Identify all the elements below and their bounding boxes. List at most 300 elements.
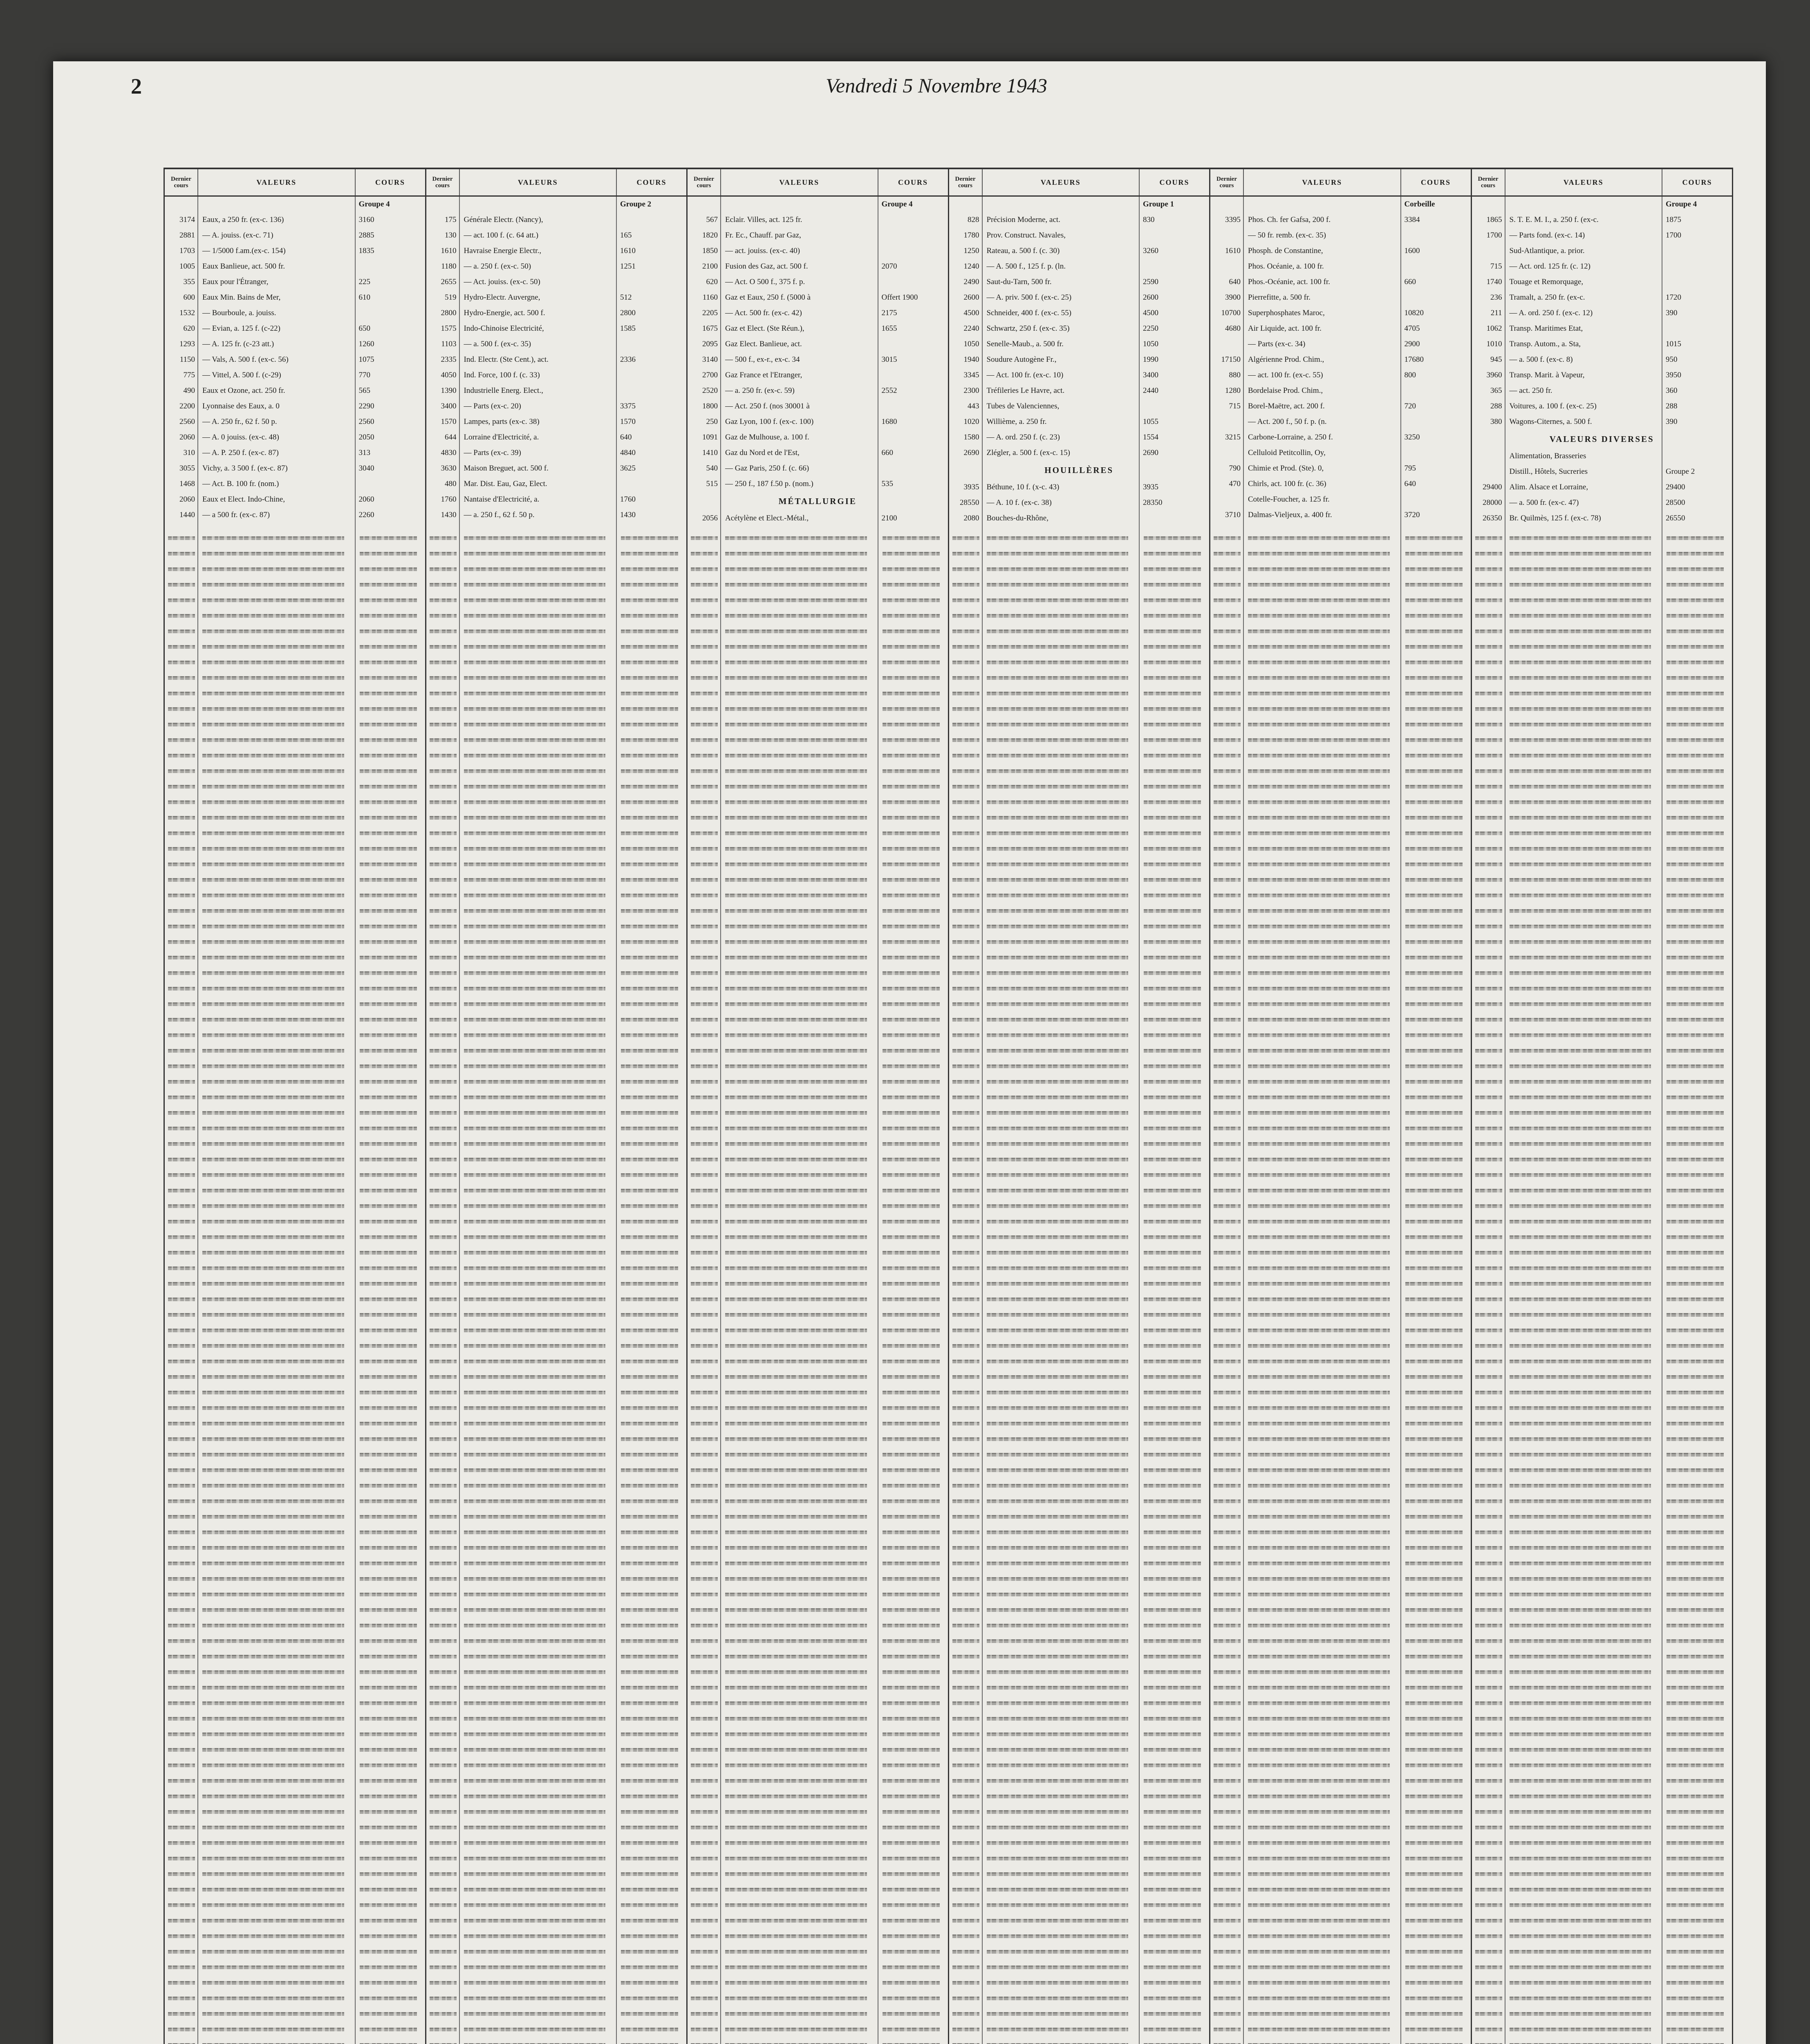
security-row bbox=[426, 399, 687, 414]
security-name: Eaux et Ozone, act. 250 fr. bbox=[202, 386, 285, 395]
security-row bbox=[426, 414, 687, 430]
security-row bbox=[688, 228, 948, 243]
security-name: Lyonnaise des Eaux, a. 0 bbox=[202, 402, 280, 410]
security-name: Précision Moderne, act. bbox=[986, 215, 1060, 224]
last-price: 28000 bbox=[1483, 498, 1502, 507]
text-lines bbox=[883, 531, 940, 2044]
last-price: 1390 bbox=[441, 386, 457, 395]
current-price: 1600 bbox=[1404, 247, 1420, 255]
security-row bbox=[165, 212, 425, 228]
security-name: Indo-Chinoise Electricité, bbox=[464, 324, 544, 333]
last-price: 3960 bbox=[1486, 371, 1502, 379]
security-row bbox=[949, 321, 1210, 336]
text-lines bbox=[1475, 531, 1502, 2044]
current-price: 28350 bbox=[1143, 498, 1163, 507]
last-price: 880 bbox=[1229, 371, 1241, 379]
security-row bbox=[165, 461, 425, 476]
text-lines bbox=[1667, 531, 1724, 2044]
page-date: Vendredi 5 Novembre 1943 bbox=[826, 74, 1048, 97]
last-price: 2700 bbox=[702, 371, 718, 379]
last-price: 600 bbox=[183, 293, 195, 302]
group-label: Groupe 4 bbox=[358, 200, 390, 208]
security-name: — Act. ord. 125 fr. (c. 12) bbox=[1509, 262, 1590, 271]
current-price: 2260 bbox=[358, 511, 374, 519]
current-price: 1554 bbox=[1143, 433, 1158, 442]
security-name: Générale Electr. (Nancy), bbox=[464, 215, 543, 224]
security-name: Rateau, a. 500 f. (c. 30) bbox=[986, 247, 1060, 255]
continued-listings bbox=[688, 531, 948, 2044]
security-name: — Act. jouiss. (ex-c. 50) bbox=[464, 278, 540, 286]
text-lines-mask bbox=[1667, 531, 1724, 2044]
current-price: Groupe 2 bbox=[1666, 467, 1695, 476]
current-price: 2290 bbox=[358, 402, 374, 410]
last-price: 1410 bbox=[702, 448, 718, 457]
security-row bbox=[165, 383, 425, 399]
security-row bbox=[1472, 290, 1732, 305]
last-price: 310 bbox=[183, 448, 195, 457]
header-cours: COURS bbox=[898, 178, 928, 186]
security-name: Touage et Remorquage, bbox=[1509, 278, 1584, 286]
last-price: 211 bbox=[1490, 309, 1502, 317]
security-row bbox=[949, 430, 1210, 445]
current-price bbox=[1140, 511, 1209, 526]
last-price bbox=[1210, 228, 1243, 243]
current-price: 3015 bbox=[881, 355, 897, 364]
text-lines-mask bbox=[987, 531, 1129, 2044]
security-row bbox=[426, 476, 687, 492]
last-price: 3710 bbox=[1225, 511, 1241, 519]
text-lines bbox=[168, 531, 195, 2044]
security-name: — Act. 500 fr. (ex-c. 42) bbox=[725, 309, 802, 317]
text-lines bbox=[725, 531, 867, 2044]
security-name: Eclair. Villes, act. 125 fr. bbox=[725, 215, 802, 224]
current-price: 3160 bbox=[358, 215, 374, 224]
last-price: 1575 bbox=[441, 324, 457, 333]
header-cours: COURS bbox=[636, 178, 667, 186]
current-price: 26550 bbox=[1666, 514, 1685, 522]
header-values: VALEURS bbox=[1505, 169, 1663, 195]
security-row bbox=[1472, 352, 1732, 368]
last-price: 17150 bbox=[1221, 355, 1241, 364]
current-price: 1720 bbox=[1666, 293, 1681, 302]
security-row bbox=[949, 228, 1210, 243]
security-row bbox=[1472, 414, 1732, 430]
security-row bbox=[688, 445, 948, 461]
current-price bbox=[356, 259, 425, 274]
last-price: 365 bbox=[1490, 386, 1502, 395]
security-row bbox=[688, 430, 948, 445]
current-price bbox=[617, 274, 686, 290]
security-row bbox=[1472, 243, 1732, 259]
security-name: Havraise Energie Electr., bbox=[464, 247, 542, 255]
security-name: Cotelle-Foucher, a. 125 fr. bbox=[1248, 495, 1330, 504]
last-price bbox=[1472, 243, 1505, 259]
security-row bbox=[165, 492, 425, 507]
header-last-price: Dernier cours bbox=[949, 169, 983, 195]
security-row bbox=[1472, 228, 1732, 243]
last-price: 1760 bbox=[441, 495, 457, 504]
current-price: 2900 bbox=[1404, 340, 1420, 348]
last-price: 3215 bbox=[1225, 433, 1241, 442]
security-row bbox=[1210, 414, 1471, 430]
current-price: 1251 bbox=[620, 262, 636, 271]
security-name: S. T. E. M. I., a. 250 f. (ex-c. bbox=[1509, 215, 1599, 224]
column-header bbox=[688, 169, 948, 197]
security-row bbox=[949, 495, 1210, 511]
last-price: 1570 bbox=[441, 417, 457, 426]
group-label-row bbox=[1210, 197, 1471, 212]
last-price: 10700 bbox=[1221, 309, 1241, 317]
security-name: Nantaise d'Electricité, a. bbox=[464, 495, 540, 504]
last-price: 355 bbox=[183, 278, 195, 286]
column-header bbox=[426, 169, 687, 197]
last-price: 620 bbox=[706, 278, 718, 286]
text-lines-mask bbox=[1405, 531, 1463, 2044]
current-price bbox=[1401, 383, 1471, 399]
security-name: Eaux et Elect. Indo-Chine, bbox=[202, 495, 285, 504]
last-price: 1440 bbox=[179, 511, 195, 519]
security-name: — A. jouiss. (ex-c. 71) bbox=[202, 231, 273, 240]
text-lines-mask bbox=[952, 531, 979, 2044]
security-row bbox=[1210, 430, 1471, 445]
last-price: 2335 bbox=[441, 355, 457, 364]
column-body bbox=[949, 197, 1210, 2044]
last-price: 515 bbox=[706, 480, 718, 488]
security-name: Bouches-du-Rhône, bbox=[986, 514, 1048, 522]
current-price bbox=[1662, 321, 1732, 336]
current-price: 640 bbox=[1404, 480, 1416, 488]
current-price: 2560 bbox=[358, 417, 374, 426]
security-name: Superphosphates Maroc, bbox=[1248, 309, 1325, 317]
security-name: Gaz et Elect. (Ste Réun.), bbox=[725, 324, 804, 333]
last-price: 250 bbox=[706, 417, 718, 426]
current-price: 512 bbox=[620, 293, 632, 302]
security-name: — Vittel, A. 500 f. (c-29) bbox=[202, 371, 281, 379]
security-name: Gaz Elect. Banlieue, act. bbox=[725, 340, 802, 348]
header-cours: COURS bbox=[1159, 178, 1189, 186]
security-row bbox=[949, 352, 1210, 368]
security-row bbox=[1210, 368, 1471, 383]
security-row bbox=[688, 476, 948, 492]
last-price: 490 bbox=[183, 386, 195, 395]
current-price bbox=[1401, 492, 1471, 507]
security-row bbox=[688, 290, 948, 305]
last-price: 288 bbox=[1490, 402, 1502, 410]
last-price: 2240 bbox=[963, 324, 979, 333]
current-price bbox=[1662, 259, 1732, 274]
security-name: — Parts (ex-c. 34) bbox=[1248, 340, 1306, 348]
security-name: Lampes, parts (ex-c. 38) bbox=[464, 417, 540, 426]
last-price: 3400 bbox=[441, 402, 457, 410]
header-last-price: Dernier cours bbox=[688, 169, 721, 195]
current-price bbox=[878, 212, 948, 228]
security-row bbox=[1210, 352, 1471, 368]
text-lines bbox=[1510, 531, 1651, 2044]
page-number: 2 bbox=[131, 74, 142, 99]
last-price: 4500 bbox=[963, 309, 979, 317]
security-name: — act. 250 fr. bbox=[1509, 386, 1552, 395]
security-name: — act. 100 fr. (ex-c. 55) bbox=[1248, 371, 1323, 379]
security-row bbox=[165, 445, 425, 461]
last-price bbox=[1210, 414, 1243, 430]
security-name: Schwartz, 250 f. (ex-c. 35) bbox=[986, 324, 1070, 333]
security-name: Ind. Force, 100 f. (c. 33) bbox=[464, 371, 540, 379]
last-price: 443 bbox=[968, 402, 979, 410]
current-price bbox=[1401, 290, 1471, 305]
security-name: Transp. Maritimes Etat, bbox=[1509, 324, 1583, 333]
security-name: Gaz et Eaux, 250 f. (5000 à bbox=[725, 293, 811, 302]
current-price: 1610 bbox=[620, 247, 636, 255]
current-price: 1055 bbox=[1143, 417, 1158, 426]
text-lines-mask bbox=[621, 531, 678, 2044]
last-price: 1610 bbox=[1225, 247, 1241, 255]
current-price bbox=[617, 212, 686, 228]
last-price: 470 bbox=[1229, 480, 1241, 488]
header-last-price: Dernier cours bbox=[426, 169, 460, 195]
security-name: Chirls, act. 100 fr. (c. 36) bbox=[1248, 480, 1326, 488]
security-name: Air Liquide, act. 100 fr. bbox=[1248, 324, 1322, 333]
header-last-price: Dernier cours bbox=[1210, 169, 1244, 195]
current-price: 313 bbox=[358, 448, 370, 457]
security-name: Alimentation, Brasseries bbox=[1509, 452, 1586, 460]
last-price: 1850 bbox=[702, 247, 718, 255]
header-last-price: Dernier cours bbox=[165, 169, 198, 195]
text-lines-mask bbox=[464, 531, 606, 2044]
security-name: Acétylène et Elect.-Métal., bbox=[725, 514, 809, 522]
last-price: 775 bbox=[183, 371, 195, 379]
page-header bbox=[131, 69, 1766, 106]
last-price: 3345 bbox=[963, 371, 979, 379]
current-price bbox=[617, 336, 686, 352]
security-row bbox=[1472, 399, 1732, 414]
security-row bbox=[165, 274, 425, 290]
last-price: 1820 bbox=[702, 231, 718, 240]
security-name: Phos. Océanie, a. 100 fr. bbox=[1248, 262, 1324, 271]
security-row bbox=[1472, 321, 1732, 336]
text-lines bbox=[202, 531, 344, 2044]
security-name: — A. ord. 250 f. (c. 23) bbox=[986, 433, 1060, 442]
security-name: Tubes de Valenciennes, bbox=[986, 402, 1060, 410]
column-body bbox=[165, 197, 425, 2044]
security-name: Gaz de Mulhouse, a. 100 f. bbox=[725, 433, 809, 442]
security-row bbox=[1210, 399, 1471, 414]
security-row bbox=[165, 305, 425, 321]
text-lines-mask bbox=[725, 531, 867, 2044]
security-row bbox=[949, 305, 1210, 321]
text-lines-mask bbox=[1248, 531, 1390, 2044]
last-price: 3935 bbox=[963, 483, 979, 491]
group-label-row bbox=[949, 197, 1210, 212]
current-price: 1700 bbox=[1666, 231, 1681, 240]
current-price: 165 bbox=[620, 231, 632, 240]
security-row bbox=[949, 212, 1210, 228]
security-row bbox=[426, 445, 687, 461]
security-name: Sud-Atlantique, a. prior. bbox=[1509, 247, 1585, 255]
current-price: 1990 bbox=[1143, 355, 1158, 364]
current-price: 720 bbox=[1404, 402, 1416, 410]
current-price: 3625 bbox=[620, 464, 636, 473]
current-price: 3720 bbox=[1404, 511, 1420, 519]
continued-listings bbox=[949, 531, 1210, 2044]
last-price: 3900 bbox=[1225, 293, 1241, 302]
security-row bbox=[426, 259, 687, 274]
current-price bbox=[356, 305, 425, 321]
last-price: 175 bbox=[445, 215, 457, 224]
last-price: 26350 bbox=[1483, 514, 1502, 522]
header-cours: COURS bbox=[375, 178, 405, 186]
security-row bbox=[1472, 305, 1732, 321]
last-price: 1103 bbox=[441, 340, 457, 348]
last-price: 2655 bbox=[441, 278, 457, 286]
current-price bbox=[1140, 228, 1209, 243]
current-price bbox=[1401, 228, 1471, 243]
security-row bbox=[1472, 383, 1732, 399]
column-header bbox=[1210, 169, 1471, 197]
last-price: 236 bbox=[1490, 293, 1502, 302]
security-row bbox=[1472, 511, 1732, 526]
security-name: — 50 fr. remb. (ex-c. 35) bbox=[1248, 231, 1326, 240]
current-price: 1655 bbox=[881, 324, 897, 333]
current-price: 1835 bbox=[358, 247, 374, 255]
last-price: 2881 bbox=[179, 231, 195, 240]
current-price bbox=[878, 430, 948, 445]
security-name: Soudure Autogène Fr., bbox=[986, 355, 1057, 364]
last-price: 644 bbox=[445, 433, 457, 442]
security-name: Carbone-Lorraine, a. 250 f. bbox=[1248, 433, 1333, 442]
security-name: Tramalt, a. 250 fr. (ex-c. bbox=[1509, 293, 1585, 302]
quotation-column bbox=[1210, 169, 1472, 2044]
continued-listings bbox=[1472, 531, 1732, 2044]
security-row bbox=[1210, 336, 1471, 352]
security-row bbox=[1210, 274, 1471, 290]
current-price: 28500 bbox=[1666, 498, 1685, 507]
security-name: — Act. B. 100 fr. (nom.) bbox=[202, 480, 279, 488]
security-row bbox=[1210, 290, 1471, 305]
last-price: 380 bbox=[1490, 417, 1502, 426]
column-header bbox=[1472, 169, 1732, 197]
last-price: 945 bbox=[1490, 355, 1502, 364]
current-price bbox=[617, 383, 686, 399]
security-name: Gaz du Nord et de l'Est, bbox=[725, 448, 800, 457]
last-price: 1240 bbox=[963, 262, 979, 271]
last-price: 2056 bbox=[702, 514, 718, 522]
text-lines bbox=[691, 531, 718, 2044]
last-price: 2800 bbox=[441, 309, 457, 317]
current-price bbox=[878, 368, 948, 383]
header-values: VALEURS bbox=[460, 169, 617, 195]
security-name: — Parts fond. (ex-c. 14) bbox=[1509, 231, 1585, 240]
current-price: Offert 1900 bbox=[881, 293, 918, 302]
header-values: VALEURS bbox=[198, 169, 356, 195]
current-price bbox=[1401, 445, 1471, 461]
security-row bbox=[1210, 243, 1471, 259]
security-name: Prov. Construct. Navales, bbox=[986, 231, 1066, 240]
last-price: 2080 bbox=[963, 514, 979, 522]
current-price: 10820 bbox=[1404, 309, 1424, 317]
column-body bbox=[1472, 197, 1732, 2044]
security-name: — a. 250 fr. (ex-c. 59) bbox=[725, 386, 795, 395]
current-price: 650 bbox=[358, 324, 370, 333]
header-values: VALEURS bbox=[983, 169, 1140, 195]
security-row bbox=[1210, 305, 1471, 321]
last-price: 1062 bbox=[1486, 324, 1502, 333]
security-row bbox=[165, 414, 425, 430]
last-price: 540 bbox=[706, 464, 718, 473]
security-row bbox=[165, 368, 425, 383]
group-label: Groupe 4 bbox=[881, 200, 913, 208]
security-name: — a. 500 fr. (ex-c. 47) bbox=[1509, 498, 1579, 507]
security-name: Dalmas-Vieljeux, a. 400 fr. bbox=[1248, 511, 1332, 519]
text-lines bbox=[1144, 531, 1201, 2044]
current-price: 288 bbox=[1666, 402, 1678, 410]
current-price: 3250 bbox=[1404, 433, 1420, 442]
security-row bbox=[688, 305, 948, 321]
security-row bbox=[426, 212, 687, 228]
text-lines bbox=[1248, 531, 1390, 2044]
text-lines-mask bbox=[883, 531, 940, 2044]
current-price: 660 bbox=[1404, 278, 1416, 286]
security-name: Willième, a. 250 fr. bbox=[986, 417, 1047, 426]
security-name: Pierrefitte, a. 500 fr. bbox=[1248, 293, 1311, 302]
continued-listings bbox=[1210, 531, 1471, 2044]
last-price: 3395 bbox=[1225, 215, 1241, 224]
group-label-row bbox=[1472, 197, 1732, 212]
text-lines-mask bbox=[1510, 531, 1651, 2044]
current-price bbox=[617, 476, 686, 492]
security-row bbox=[1472, 448, 1732, 464]
column-header bbox=[165, 169, 425, 197]
current-price: 225 bbox=[358, 278, 370, 286]
security-row bbox=[165, 507, 425, 523]
last-price: 1468 bbox=[179, 480, 195, 488]
current-price: 950 bbox=[1666, 355, 1678, 364]
security-name: Phos.-Océanie, act. 100 fr. bbox=[1248, 278, 1331, 286]
current-price: 640 bbox=[620, 433, 632, 442]
security-row bbox=[165, 259, 425, 274]
last-price: 29400 bbox=[1483, 483, 1502, 491]
security-row bbox=[426, 430, 687, 445]
last-price: 1800 bbox=[702, 402, 718, 410]
security-row bbox=[426, 305, 687, 321]
text-lines bbox=[1214, 531, 1241, 2044]
last-price bbox=[1210, 445, 1243, 461]
security-row bbox=[426, 290, 687, 305]
current-price: 4705 bbox=[1404, 324, 1420, 333]
group-label: Groupe 4 bbox=[1666, 200, 1697, 208]
security-name: Gaz France et l'Etranger, bbox=[725, 371, 802, 379]
last-price: 828 bbox=[968, 215, 979, 224]
security-row bbox=[949, 290, 1210, 305]
last-price bbox=[1472, 448, 1505, 464]
column-body bbox=[688, 197, 948, 2044]
last-price bbox=[1210, 336, 1243, 352]
current-price: 3400 bbox=[1143, 371, 1158, 379]
current-price: 1875 bbox=[1666, 215, 1681, 224]
last-price: 2205 bbox=[702, 309, 718, 317]
last-price: 1780 bbox=[963, 231, 979, 240]
security-row bbox=[688, 243, 948, 259]
text-lines bbox=[987, 531, 1129, 2044]
current-price bbox=[1662, 274, 1732, 290]
last-price: 2300 bbox=[963, 386, 979, 395]
last-price: 1005 bbox=[179, 262, 195, 271]
last-price: 1740 bbox=[1486, 278, 1502, 286]
text-lines-mask bbox=[1144, 531, 1201, 2044]
security-row bbox=[426, 274, 687, 290]
security-row bbox=[949, 414, 1210, 430]
security-row bbox=[426, 492, 687, 507]
security-name: — Parts (ex-c. 20) bbox=[464, 402, 521, 410]
